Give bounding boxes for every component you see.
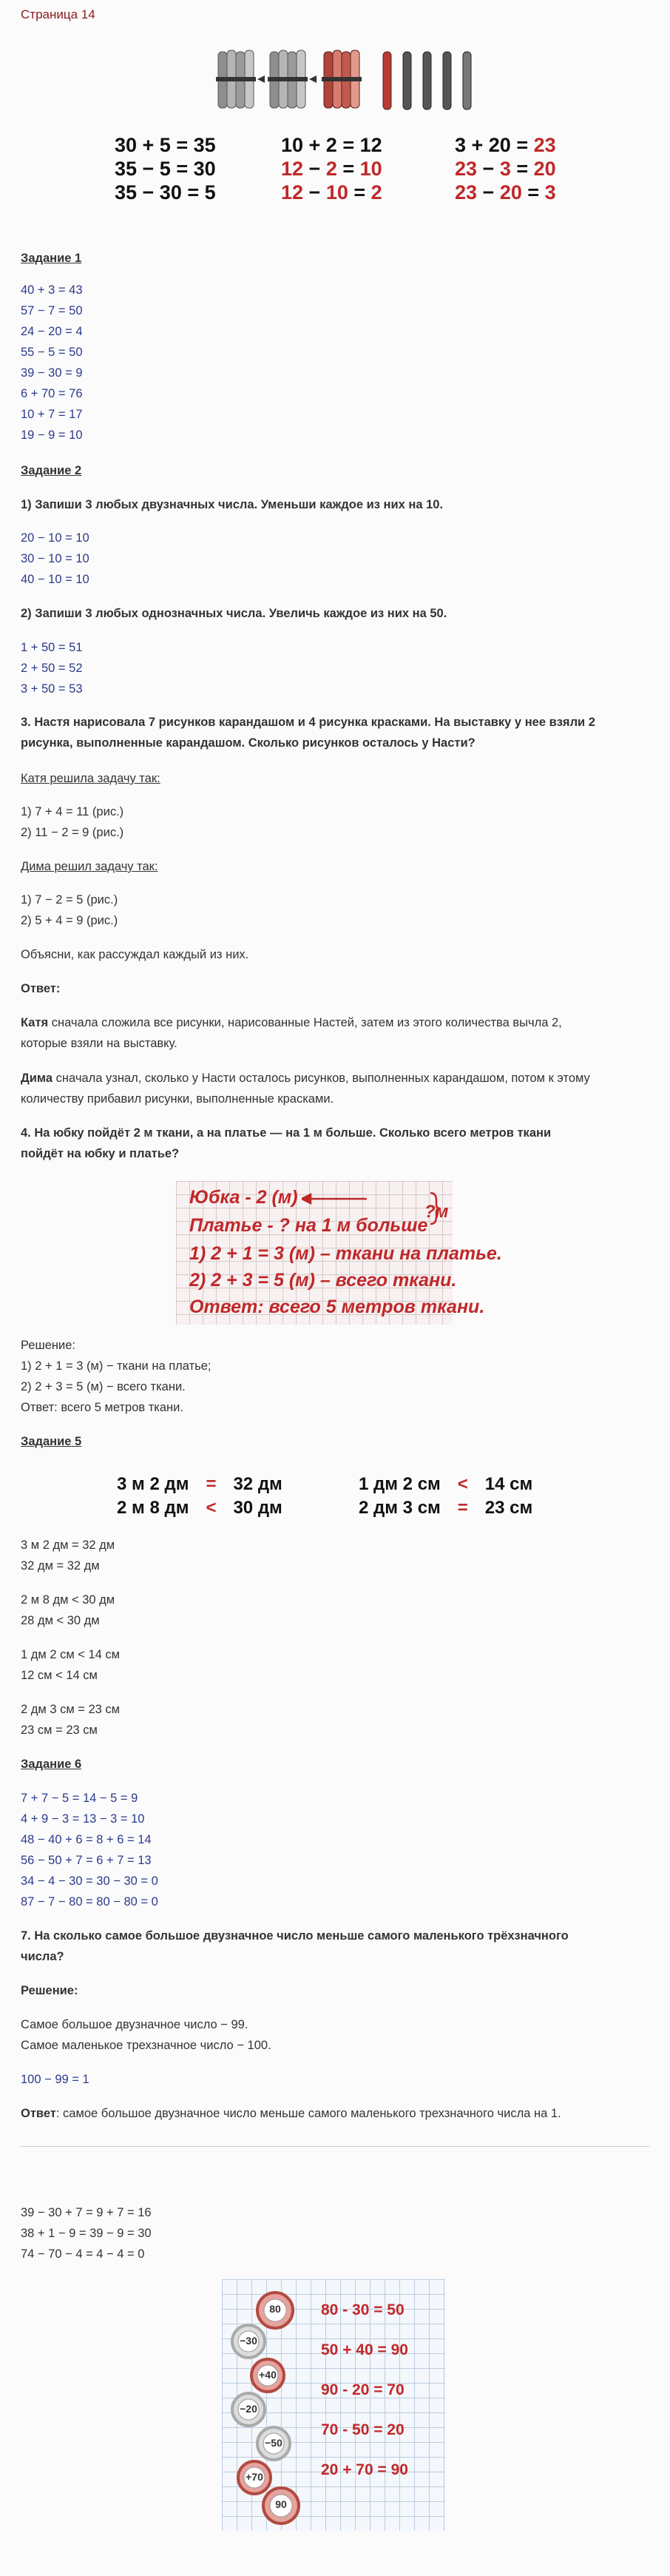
task2-heading: Задание 2: [21, 464, 82, 477]
task1-line: 10 + 7 = 17: [21, 408, 83, 421]
task2-question-1: 1) Запиши 3 любых двузначных числа. Уменьши каждое из них на 10.: [21, 498, 444, 511]
task6-line: 34 − 4 − 30 = 30 − 30 = 0: [21, 1874, 158, 1888]
extra-line: 74 − 70 − 4 = 4 − 4 = 0: [21, 2247, 145, 2261]
bundle-gray-2: [268, 50, 308, 108]
task7-calculation: 100 − 99 = 1: [21, 2073, 89, 2086]
task5-line: 1 дм 2 см < 14 см: [21, 1648, 121, 1661]
task3-dima-line: 2) 5 + 4 = 9 (рис.): [21, 914, 118, 927]
task5-line: 3 м 2 дм = 32 дм: [21, 1538, 115, 1552]
task1-line: 6 + 70 = 76: [21, 387, 83, 400]
task7-answer: Ответ: самое большое двузначное число меньше самого маленького трехзначного числа на 1.: [21, 2107, 561, 2120]
task1-heading: Задание 1: [21, 252, 82, 265]
task3-katya-answer-line1: Катя сначала сложила все рисунки, нарисованные Настей, затем из этого количества вычла 2,: [21, 1016, 562, 1029]
task3-katya-line: 1) 7 + 4 = 11 (рис.): [21, 805, 124, 818]
task7-solution-line: Самое большое двузначное число − 99.: [21, 2018, 248, 2031]
task3-dima-line: 1) 7 − 2 = 5 (рис.): [21, 893, 118, 907]
task1-line: 57 − 7 = 50: [21, 304, 83, 317]
task1-line: 39 − 30 = 9: [21, 366, 83, 380]
task7-question-line1: 7. На сколько самое большое двузначное число меньше самого маленького трёхзначного: [21, 1929, 569, 1943]
chain-node: 90: [275, 2498, 287, 2510]
task3-answer-label: Ответ:: [21, 982, 61, 995]
task4-solution-line: 2) 2 + 3 = 5 (м) − всего ткани.: [21, 1380, 186, 1393]
task5-heading: Задание 5: [21, 1435, 82, 1448]
task3-katya-label: Катя решила задачу так:: [21, 772, 160, 785]
task4-solution-line: Ответ: всего 5 метров ткани.: [21, 1401, 183, 1414]
task3-dima-answer-line1: Дима сначала узнал, сколько у Насти осталось рисунков, выполненных карандашом, потом к этому: [21, 1072, 590, 1085]
task3-dima-answer-line2: количеству прибавил рисунки, выполненные красками.: [21, 1092, 334, 1106]
task3-explain: Объясни, как рассуждал каждый из них.: [21, 948, 249, 961]
task5-big-left: 3 м 2 дм = 32 дм 2 м 8 дм < 30 дм: [117, 1474, 282, 1518]
task2-line: 20 − 10 = 10: [21, 531, 89, 545]
task1-line: 24 − 20 = 4: [21, 325, 83, 338]
extra-line: 39 − 30 + 7 = 9 + 7 = 16: [21, 2206, 152, 2219]
task6-line: 56 − 50 + 7 = 6 + 7 = 13: [21, 1854, 152, 1867]
task7-solution-line: Самое маленькое трехзначное число − 100.: [21, 2039, 271, 2052]
page-title: Страница 14: [21, 7, 95, 21]
task2-line: 3 + 50 = 53: [21, 682, 83, 696]
chain-node: +70: [246, 2471, 263, 2483]
task2-question-2: 2) Запиши 3 любых однозначных числа. Увеличь каждое из них на 50.: [21, 607, 447, 620]
chain-result: 90 - 20 = 70: [321, 2381, 405, 2398]
top-eq-col1: 30 + 5 = 35 35 − 5 = 30 35 − 30 = 5: [115, 134, 216, 204]
task5-line: 28 дм < 30 дм: [21, 1614, 100, 1627]
task5-line: 23 см = 23 см: [21, 1724, 98, 1737]
task7-solution-label: Решение:: [21, 1984, 78, 1997]
task6-line: 7 + 7 − 5 = 14 − 5 = 9: [21, 1792, 138, 1805]
task5-line: 32 дм = 32 дм: [21, 1559, 100, 1573]
task4-handwritten-solution: Юбка - 2 (м) ?м Платье - ? на 1 м больше 1) 2 + 1 = 3 (м) – ткани на платье. 2) 2 + 3 = 5 (м) – всего ткани. Ответ: всего 5 метров ткани.: [176, 1181, 453, 1325]
task5-line: 12 см < 14 см: [21, 1669, 98, 1682]
chain-node: −50: [265, 2437, 282, 2449]
task5-big-right: 1 дм 2 см < 14 см 2 дм 3 см = 23 см: [359, 1474, 533, 1518]
task2-line: 1 + 50 = 51: [21, 641, 83, 654]
task3-katya-line: 2) 11 − 2 = 9 (рис.): [21, 826, 124, 839]
task3-katya-answer-line2: которые взяли на выставку.: [21, 1037, 177, 1050]
task6-heading: Задание 6: [21, 1758, 82, 1771]
task4-solution-line: 1) 2 + 1 = 3 (м) − ткани на платье;: [21, 1359, 212, 1373]
task4-question-line2: пойдёт на юбку и платье?: [21, 1147, 180, 1160]
top-eq-col2: 10 + 2 = 12 12 − 2 = 10 12 − 10 = 2: [281, 134, 382, 204]
task4-question-line1: 4. На юбку пойдёт 2 м ткани, а на платье — на 1 м больше. Сколько всего метров ткани: [21, 1126, 552, 1140]
section-divider: [21, 2146, 649, 2147]
chain-node: −30: [240, 2335, 257, 2347]
task7-question-line2: числа?: [21, 1950, 64, 1963]
chain-node: 80: [269, 2303, 281, 2315]
bundle-gray-1: [216, 50, 256, 108]
task6-line: 48 − 40 + 6 = 8 + 6 = 14: [21, 1833, 152, 1846]
arrow-left-icon: [302, 1191, 368, 1206]
task2-line: 30 − 10 = 10: [21, 552, 89, 565]
chain-result: 80 - 30 = 50: [321, 2301, 405, 2318]
task2-line: 2 + 50 = 52: [21, 662, 83, 675]
chain-node: +40: [259, 2369, 277, 2381]
stick-bundles-illustration: [214, 46, 481, 114]
task1-line: 55 − 5 = 50: [21, 346, 83, 359]
task1-line: 19 − 9 = 10: [21, 428, 83, 442]
chain-result: 20 + 70 = 90: [321, 2461, 408, 2478]
chain-result: 50 + 40 = 90: [321, 2341, 408, 2358]
task3-question-line1: 3. Настя нарисовала 7 рисунков карандашом и 4 рисунка красками. На выставку у нее взяли 2: [21, 716, 595, 729]
bundle-red: [322, 50, 362, 108]
task5-line: 2 дм 3 см = 23 см: [21, 1703, 121, 1716]
task6-line: 4 + 9 − 3 = 13 − 3 = 10: [21, 1812, 145, 1826]
task3-question-line2: рисунка, выполненные карандашом. Сколько рисунков осталось у Насти?: [21, 736, 476, 750]
chain-result: 70 - 50 = 20: [321, 2421, 405, 2438]
task4-solution-label: Решение:: [21, 1339, 75, 1352]
task3-dima-label: Дима решил задачу так:: [21, 860, 158, 873]
task6-line: 87 − 7 − 80 = 80 − 80 = 0: [21, 1895, 158, 1909]
task1-line: 40 + 3 = 43: [21, 283, 83, 297]
top-eq-col3: 3 + 20 = 23 23 − 3 = 20 23 − 20 = 3: [455, 134, 556, 204]
task5-line: 2 м 8 дм < 30 дм: [21, 1593, 115, 1607]
extra-line: 38 + 1 − 9 = 39 − 9 = 30: [21, 2227, 152, 2240]
task2-line: 40 − 10 = 10: [21, 573, 89, 586]
number-chain-illustration: [222, 2279, 445, 2531]
chain-node: −20: [240, 2403, 257, 2415]
